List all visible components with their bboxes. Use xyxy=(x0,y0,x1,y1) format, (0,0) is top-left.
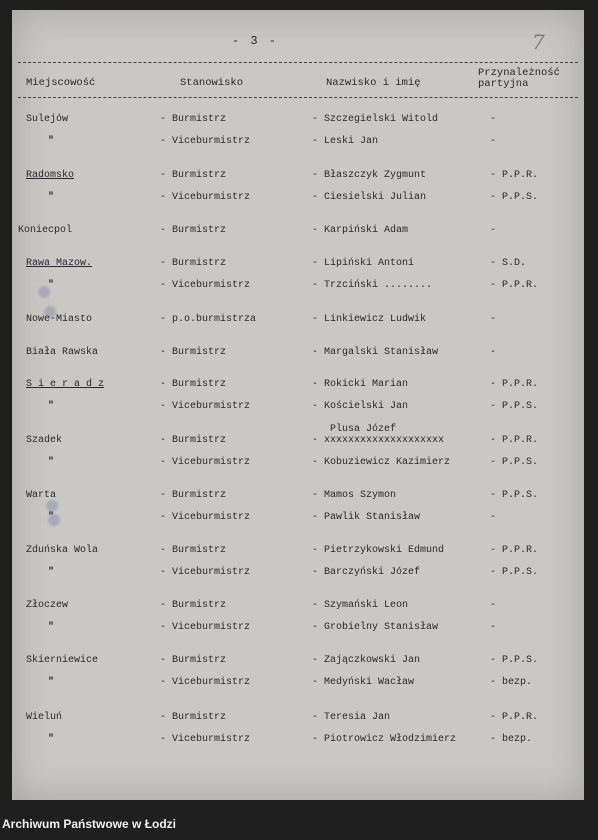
cell-town xyxy=(26,600,68,611)
cell-town xyxy=(48,622,54,633)
table-row xyxy=(12,314,584,330)
table-row xyxy=(12,622,584,638)
column-header-party xyxy=(478,68,560,90)
cell-town xyxy=(48,457,54,468)
cell-town xyxy=(26,490,56,501)
table-row xyxy=(12,655,584,671)
handwritten-correction: Plusa Józef xyxy=(330,424,397,435)
table-row xyxy=(12,114,584,130)
table-row xyxy=(12,545,584,561)
cell-position: - p.o.burmistrza xyxy=(160,314,257,325)
cell-town xyxy=(48,677,54,688)
cell-town-text: S i e r a d z xyxy=(26,379,105,390)
cell-position: - Burmistrz xyxy=(160,347,227,358)
cell-name: - Szymański Leon xyxy=(312,600,409,611)
column-header-position: Stanowisko xyxy=(180,77,244,89)
cell-town-text: Złoczew xyxy=(26,600,69,611)
cell-name: - Trzciński ........ xyxy=(312,280,433,291)
cell-position: - Burmistrz xyxy=(160,170,227,181)
table-row xyxy=(12,734,584,750)
table-row xyxy=(12,457,584,473)
document-page xyxy=(12,10,584,800)
cell-town-text: Koniecpol xyxy=(18,225,73,236)
cell-town xyxy=(26,435,62,446)
cell-position: - Viceburmistrz xyxy=(160,136,251,147)
cell-party: - P.P.R. xyxy=(490,545,539,556)
cell-town-text: " xyxy=(48,677,55,688)
cell-town-text: Radomsko xyxy=(26,170,75,181)
cell-position: - Burmistrz xyxy=(160,435,227,446)
cell-town-text: Rawa Mazow. xyxy=(26,258,93,269)
cell-party: - xyxy=(490,512,497,523)
cell-position: - Viceburmistrz xyxy=(160,512,251,523)
cell-name: - Mamos Szymon xyxy=(312,490,397,501)
cell-position: - Viceburmistrz xyxy=(160,457,251,468)
cell-name: - xxxxxxxxxxxxxxxxxxxx xyxy=(312,435,445,446)
cell-town xyxy=(26,114,68,125)
cell-position: - Burmistrz xyxy=(160,225,227,236)
cell-party: - bezp. xyxy=(490,677,533,688)
cell-town xyxy=(26,170,74,181)
cell-position: - Burmistrz xyxy=(160,490,227,501)
cell-town xyxy=(48,192,54,203)
cell-town xyxy=(48,136,54,147)
column-header-party-line2: partyjna xyxy=(478,78,529,90)
cell-name: - Linkiewicz Ludwik xyxy=(312,314,427,325)
cell-town xyxy=(26,545,98,556)
cell-party: - xyxy=(490,600,497,611)
header-rule-top xyxy=(18,62,578,63)
cell-town xyxy=(26,314,92,325)
cell-party: - xyxy=(490,114,497,125)
cell-position: - Burmistrz xyxy=(160,712,227,723)
cell-party: - xyxy=(490,347,497,358)
cell-name: - Ciesielski Julian xyxy=(312,192,427,203)
cell-town-text: Biała Rawska xyxy=(26,347,99,358)
header-rule-bottom xyxy=(18,97,578,98)
cell-position: - Burmistrz xyxy=(160,114,227,125)
cell-town-text: Szadek xyxy=(26,435,63,446)
cell-town-text: " xyxy=(48,192,55,203)
cell-town-text: " xyxy=(48,512,55,523)
cell-party: - P.P.S. xyxy=(490,401,539,412)
cell-name: - Pietrzykowski Edmund xyxy=(312,545,445,556)
cell-town xyxy=(48,734,54,745)
cell-name: - Leski Jan xyxy=(312,136,379,147)
cell-town-text: " xyxy=(48,734,55,745)
cell-position: - Viceburmistrz xyxy=(160,280,251,291)
cell-position: - Burmistrz xyxy=(160,600,227,611)
table-row xyxy=(12,600,584,616)
cell-town-text: " xyxy=(48,567,55,578)
table-row xyxy=(12,347,584,363)
cell-party: - P.P.R. xyxy=(490,712,539,723)
cell-position: - Viceburmistrz xyxy=(160,192,251,203)
cell-position: - Viceburmistrz xyxy=(160,567,251,578)
table-row xyxy=(12,712,584,728)
cell-town xyxy=(26,655,98,666)
column-header-name: Nazwisko i imię xyxy=(326,77,421,89)
cell-position: - Burmistrz xyxy=(160,545,227,556)
table-row xyxy=(12,258,584,274)
table-row xyxy=(12,435,584,451)
cell-position: - Viceburmistrz xyxy=(160,734,251,745)
cell-town xyxy=(18,225,72,236)
archive-footer xyxy=(0,812,598,840)
table-row xyxy=(12,401,584,417)
table-row xyxy=(12,567,584,583)
cell-name: - Kościelski Jan xyxy=(312,401,409,412)
cell-name: - Karpiński Adam xyxy=(312,225,409,236)
cell-party: - P.P.S. xyxy=(490,567,539,578)
cell-name: - Kobuziewicz Kazimierz xyxy=(312,457,451,468)
cell-party: - S.D. xyxy=(490,258,527,269)
cell-town xyxy=(26,258,92,269)
cell-position: - Burmistrz xyxy=(160,258,227,269)
cell-party: - P.P.R. xyxy=(490,170,539,181)
table-row xyxy=(12,512,584,528)
cell-name: - Pawlik Stanisław xyxy=(312,512,421,523)
cell-party: - bezp. xyxy=(490,734,533,745)
cell-town-text: " xyxy=(48,280,55,291)
cell-party: - P.P.S. xyxy=(490,192,539,203)
cell-name: - Grobielny Stanisław xyxy=(312,622,439,633)
cell-party: - xyxy=(490,136,497,147)
archive-name: Archiwum Państwowe w Łodzi xyxy=(2,817,177,831)
cell-position: - Viceburmistrz xyxy=(160,677,251,688)
cell-town-text: " xyxy=(48,622,55,633)
table-row xyxy=(12,379,584,395)
cell-town xyxy=(48,401,54,412)
cell-party: - xyxy=(490,225,497,236)
table-row xyxy=(12,192,584,208)
cell-name: - Błaszczyk Zygmunt xyxy=(312,170,427,181)
handwritten-page-mark: 7 xyxy=(532,30,545,54)
cell-party: - P.P.S. xyxy=(490,655,539,666)
cell-party: - P.P.R. xyxy=(490,379,539,390)
cell-party: - P.P.R. xyxy=(490,435,539,446)
cell-town-text: Wieluń xyxy=(26,712,63,723)
cell-town-text: Nowe-Miasto xyxy=(26,314,93,325)
page-number: - 3 - xyxy=(232,34,279,48)
cell-name: - Teresia Jan xyxy=(312,712,391,723)
cell-name: - Rokicki Marian xyxy=(312,379,409,390)
column-header-party-line1: Przynależność xyxy=(478,67,560,79)
cell-position: - Viceburmistrz xyxy=(160,622,251,633)
cell-town-text: " xyxy=(48,136,55,147)
cell-name: - Szczegielski Witold xyxy=(312,114,439,125)
cell-name: - Lipiński Antoni xyxy=(312,258,415,269)
table-row xyxy=(12,490,584,506)
cell-party: - P.P.R. xyxy=(490,280,539,291)
table-row xyxy=(12,225,584,241)
cell-position: - Viceburmistrz xyxy=(160,401,251,412)
cell-name: - Barczyński Józef xyxy=(312,567,421,578)
cell-party: - P.P.S. xyxy=(490,457,539,468)
cell-town-text: " xyxy=(48,401,55,412)
cell-town xyxy=(48,280,54,291)
cell-town xyxy=(26,712,62,723)
cell-town-text: Skierniewice xyxy=(26,655,99,666)
table-row xyxy=(12,677,584,693)
cell-position: - Burmistrz xyxy=(160,379,227,390)
cell-town-text: " xyxy=(48,457,55,468)
cell-name: - Zajączkowski Jan xyxy=(312,655,421,666)
cell-name: - Margalski Stanisław xyxy=(312,347,439,358)
cell-name: - Medyński Wacław xyxy=(312,677,415,688)
cell-town-text: Sulejów xyxy=(26,114,69,125)
cell-town xyxy=(26,347,98,358)
cell-name: - Piotrowicz Włodzimierz xyxy=(312,734,457,745)
table-row xyxy=(12,170,584,186)
cell-town xyxy=(26,379,104,390)
cell-town xyxy=(48,567,54,578)
cell-town xyxy=(48,512,54,523)
table-row xyxy=(12,280,584,296)
cell-town-text: Zduńska Wola xyxy=(26,545,99,556)
column-header-town: Miejscowość xyxy=(26,77,96,89)
cell-party: - P.P.S. xyxy=(490,490,539,501)
cell-position: - Burmistrz xyxy=(160,655,227,666)
table-row xyxy=(12,136,584,152)
cell-party: - xyxy=(490,314,497,325)
cell-town-text: Warta xyxy=(26,490,57,501)
cell-party: - xyxy=(490,622,497,633)
